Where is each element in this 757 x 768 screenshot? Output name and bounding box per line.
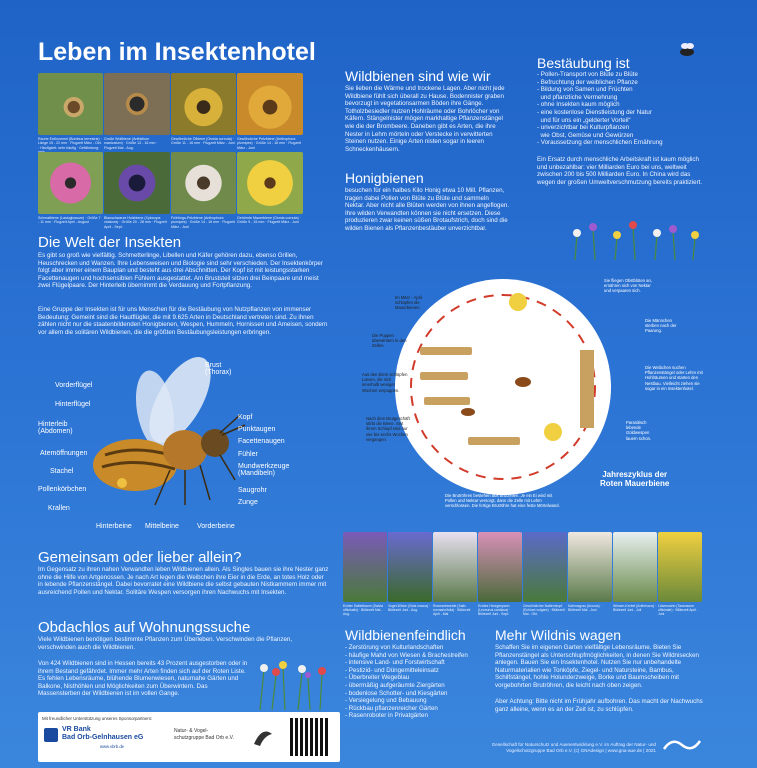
label-brust: Brust (Thorax) [205, 362, 232, 376]
label-hinterleib: Hinterleib (Abdomen) [38, 421, 73, 435]
label-zunge: Zunge [238, 499, 258, 506]
label-facettenaugen: Facettenaugen [238, 438, 285, 445]
flower-caption: Gewöhnlicher Natternkopf (Echium vulgare) · Blütezeit Mai - Okt. [523, 604, 565, 617]
photo-bee-4 [237, 73, 303, 135]
list-item: - Voraussetzung der menschlichen Ernährung [537, 139, 663, 147]
obdachlos-paragraph-1: Viele Wildbienen benötigen bestimmte Pflanzen zum Überleben. Verschwinden die Pflanzen, verschwinden auch die Wildbienen. [38, 636, 293, 651]
gna-logo-icon [662, 735, 702, 757]
section-heading-welt: Die Welt der Insekten [38, 234, 182, 251]
welt-paragraph-2: Eine Gruppe der Insekten ist für uns Menschen für die Bestäubung von Nutzpflanzen von immenser Bedeutung: Gemeint sind die Hautflügler, die mit 9.625 Arten in Deutschland vertreten sind. Zu ihnen zählen nicht nur die staatenbildenden Honigbienen, Wespen, Hummeln, Hornissen und Ameisen, sondern vor allem die solitären Wildbienen, die die größten Bestäubungsleistungen erbringen. [38, 306, 328, 336]
photo-bee-1 [38, 73, 103, 135]
photo-bee-6 [104, 152, 170, 214]
label-saugrohr: Saugrohr [238, 487, 267, 494]
photo-bee-8 [237, 152, 303, 214]
welt-paragraph-1: Es gibt so groß wie vielfältig. Schmetterlinge, Libellen und Käfer gehören dazu, ebenso Grillen, Heuschrecken und Wanzen. Ihre Lebensweisen und Biologie sind sehr verschieden. Der Insektenkörper folgt aber immer einem Bauplan und besteht aus drei Abschnitten. Der Kopf ist mit leistungsstarken Facettenaugen und hochsensiblen Fühlern ausgestattet. Am Bruststeil sitzen drei Beinpaare und meist zwei Flügelpaare. Der Hinterleib übernimmt die Verdauung und Fortpflanzung. [38, 252, 323, 290]
cycle-step-4: Die Weibchen suchen Pflanzenstängel oder Lehm mit Hohlräumen und starten den Nestbau. Vielleicht ziehen sie sogar in ein Insektenhotel. [645, 365, 703, 391]
flower-caption: Wiesen-Kerbel (Anthriscus) · Blütezeit Juni - Juli [613, 604, 657, 613]
section-heading-wildbienen: Wildbienen sind wie wir [345, 68, 491, 84]
label-stachel: Stachel [50, 468, 74, 475]
bestaeubung-text: Ein Ersatz durch menschliche Arbeitskraft ist kaum möglich und unbezahlbar: vier Milliarden Euro bei uns, weltweit zwischen 200 bis 500 Milliarden Euro. In China wird das wegen der großen Umweltverschmutzung bereits praktiziert. [537, 156, 703, 186]
flower-caption: Rosmarinweide (Salix rosmarinifolia) · Blütezeit April - Mai [433, 604, 471, 617]
photo-caption: Gewöhnliche Pelzbiene (Anthophora plumipes) · Größe 14 - 16 mm · Flugzeit März - Juni [237, 137, 301, 150]
section-heading-feindlich: Wildbienenfeindlich [345, 627, 466, 643]
list-item: - Pestizid- und Düngemitteleinsatz [345, 666, 439, 674]
photo-caption: Gehörnte Mauerbiene (Osmia cornuta) · Größe 9 - 15 mm · Flugzeit März - Juni [237, 216, 301, 225]
cycle-step-8: Aus den Eiern schlüpfen Larven, die sich innerhalb weniger Wochen verpuppen. [362, 372, 408, 393]
nabu-name-line2: schutzgruppe Bad Orb e.V. [174, 735, 234, 741]
list-item: - Rückbau pflanzenreicher Gärten [345, 704, 438, 712]
flower-photo-6 [568, 532, 612, 602]
list-item: - Rasenroboter in Privatgärten [345, 712, 428, 720]
sponsor-url: www.vbrb.de [100, 744, 124, 749]
photo-bee-7 [171, 152, 236, 214]
cycle-step-6: Die Brutröhren bestehen aus Brutzellen. Je ein Ei wird mit Pollen und Nektar versorgt, dann die Zelle mit Lehm verschlossen. Die fertige Brutröhre hat eine feste Mörtelwand. [445, 493, 560, 509]
section-heading-gemeinsam: Gemeinsam oder lieber allein? [38, 549, 242, 566]
label-mundwerkzeuge: Mundwerkzeuge (Mandibeln) [238, 463, 290, 477]
qr-code-icon [290, 718, 328, 756]
flying-bee-icon [676, 40, 698, 60]
flower-caption: Kalmusgras (Acorus) · Blütezeit Mai - Juni [568, 604, 602, 613]
flower-caption: Echter Salbeibaum (Salvia officinalis) · Blütezeit Mai - Aug. [343, 604, 383, 617]
wildbienen-text: Sie lieben die Wärme und trockene Lagen. Aber nicht jede Wildbiene fühlt sich überall zu Hause. Bodennister graben bevorzugt in vegetationsarmen Böden ihre Gänge. Totholzbesiedler nutzen Hohlräume oder Bohrlöcher von Käfern. Stängelnister mögen markhaltige Pflanzenstängel wie die der Brombeere. Daneben gibt es Arten, die ihre Nester in Lehm mörteln oder Verstecke in verwitterten Steinen nutzen. Einige Arten nisten sogar in leeren Schneckenhäusern. [345, 85, 505, 153]
label-kopf: Kopf [238, 414, 253, 421]
sponsor-box [38, 712, 340, 762]
feindlich-list [345, 644, 490, 720]
vr-bank-logo [44, 728, 58, 742]
list-item: - Bildung von Samen und Früchten [537, 86, 633, 94]
flower-photo-3 [433, 532, 477, 602]
flower-photo-7 [613, 532, 657, 602]
label-fuehler: Fühler [238, 451, 258, 458]
photo-bee-3 [171, 73, 236, 135]
obdachlos-paragraph-2: Von 424 Wildbienen sind in Hessen bereits 43 Prozent ausgestorben oder in ihrem Bestand gefährdet. Immer mehr Arten finden sich auf der Roten Liste. Es fehlen Lebensräume, blühende Blumenwiesen, naturnahe Gärten und Balkone, Nisthöhlen und Möglichkeiten zum Überwintern. Das Massensterben der Wildbienen ist im vollen Gange. [38, 660, 248, 698]
page-title: Leben im Insektenhotel [38, 38, 316, 66]
honigbienen-text: besuchen für ein halbes Kilo Honig etwa 10 Mill. Pflanzen, tragen dabei Pollen von Blüte zu Blüte und sammeln Nektar. Aber nicht alle Blüten werden von ihnen angeflogen. Ihre wilden Verwandten können sie nicht ersetzen. Diese produzieren zwar keinen süßen Brotaufstrich, doch sind die wilden Bienen als Pflanzenbestäuber unverzichtbar. [345, 187, 510, 232]
wildnis-text: Schaffen Sie im eigenen Garten vielfältige Lebensräume. Bieten Sie Pflanzenstängel als Unterschlupfmöglichkeiten, in denen Sie Wildnisecken anlegen. Bauen Sie ein Insektenhotel. Nutzen Sie nur unbehandelte Naturmaterialien wie Tonköpfe, Ziegel- und Natursteine, Bambus, Schilfstängel, hohle Holunderzweige, Borke und Baumscheiben mit vorgebohrten Brutröhren, die leicht nach oben zeigen. [495, 644, 699, 689]
list-item: und für uns ein „gelderter Vorteil“ [537, 116, 631, 124]
photo-caption: Gewöhnliche Ölbiene (Osmia cornuta) · Größe 11 - 16 mm · Flugzeit März - Juni [171, 137, 235, 146]
list-item: und pflanzliche Vermehrung [537, 93, 618, 101]
label-mittelbeine: Mittelbeine [145, 523, 179, 530]
flower-photo-4 [478, 532, 522, 602]
nabu-name-line1: Natur- & Vogel- [174, 728, 209, 734]
wildnis-note: Aber Achtung: Bitte nicht im Frühjahr aufbohren. Das macht der Nachwuchs ganz alleine, wenn es an der Zeit ist, zu schlüpfen. [495, 698, 703, 713]
flower-photo-8 [658, 532, 702, 602]
section-heading-wildnis: Mehr Wildnis wagen [495, 627, 622, 643]
sponsor-intro: Mit freundlicher Unterstützung unseres Sponsorpartners: [42, 716, 153, 721]
bird-logo-icon [250, 724, 274, 750]
photo-caption: Frühlings-Pelzbiene (Anthophora plumipes) · Größe 14 - 16 mm · Flugzeit März - Juni [171, 216, 235, 229]
list-item: - Pollen-Transport von Blüte zu Blüte [537, 71, 638, 78]
footer-credits: Gesellschaft für Naturschutz und Auenentwicklung e.V. im Auftrag der Natur- und Vogelschutzgruppe Bad Orb e.V. (c) GNAdesign | www.gna-aue.de | 2021 [491, 742, 656, 753]
sponsor-bank-name: VR Bank [62, 726, 91, 733]
photo-caption: Große Wollbiene (Anthidium manicatum) · Größe 13 - 16 mm · Flugzeit Mai - Aug. [104, 137, 158, 150]
list-item: - eine kostenlose Dienstleistung der Natur [537, 108, 652, 116]
section-heading-obdachlos: Obdachlos auf Wohnungssuche [38, 619, 251, 636]
label-hinterfluegel: Hinterflügel [55, 401, 91, 408]
cycle-step-1: Im März - April schlüpfen die Mauerbienen. [395, 295, 422, 311]
list-item: - Versiegelung und Bebauung [345, 697, 427, 705]
label-atemoeffnungen: Atemöffnungen [40, 450, 88, 457]
label-krallen: Krallen [48, 505, 70, 512]
cycle-title: Jahreszyklus der Roten Mauerbiene [600, 470, 670, 488]
label-vorderbeine: Vorderbeine [197, 523, 235, 530]
section-heading-honigbienen: Honigbienen [345, 170, 424, 186]
list-item: - intensive Land- und Forstwirtschaft [345, 659, 445, 667]
list-item: - bodenlose Schotter- und Kiesgärten [345, 689, 448, 697]
bestaeubung-list [537, 71, 707, 147]
cycle-step-3: Die Männchen sterben nach der Paarung. [645, 318, 677, 334]
list-item: - Zerstörung von Kulturlandschaften [345, 644, 444, 651]
label-punktaugen: Punktaugen [238, 426, 276, 433]
list-item: - Überbreiter Wegeblau [345, 674, 410, 682]
wildflowers-illustration [250, 650, 330, 710]
cycle-step-2: Sie fliegen Obstblüten an, ernähren sich von Nektar und verpaaren sich. [604, 278, 652, 294]
cycle-step-5: Parasitisch lebende Goldwespen lauern schon. [626, 420, 652, 441]
flower-caption: Echtes Herzgespann (Leonurus cardiaca) · Blütezeit Juni - Sept. [478, 604, 511, 617]
label-hinterbeine: Hinterbeine [96, 523, 132, 530]
photo-bee-5 [38, 152, 103, 214]
list-item: - ohne Insekten kaum möglich [537, 101, 620, 109]
flower-meadow-illustration [565, 215, 705, 260]
cycle-step-9: Die Puppen überwintern in den Zellen. [372, 333, 407, 349]
photo-caption: Blauschwarze Holzbiene (Xylocopa violacea) · Größe 20 - 28 mm · Flugzeit April - Sept. [104, 216, 167, 229]
label-pollenkoerbchen: Pollenkörbchen [38, 486, 87, 493]
list-item: - unverzichtbar bei Kulturpflanzen [537, 124, 630, 132]
flower-caption: Vogel-Wicke (Vicia cracca) · Blütezeit Juni - Aug. [388, 604, 431, 613]
cycle-step-7: Nach dem Brutgeschäft stirbt die Biene. Seit ihrem Schlupf sind nur vier bis sechs Wochen vergangen. [366, 416, 410, 442]
label-vorderfluegel: Vorderflügel [55, 382, 93, 389]
section-heading-bestaeubung: Bestäubung ist [537, 55, 630, 71]
flower-caption: Löwenzahn (Taraxacum officinale) · Blütezeit April - Juni [658, 604, 699, 617]
photo-caption: Schmalbiene (Lasioglossum) · Größe 7 - 11 mm · Flugzeit April - August [38, 216, 101, 225]
photo-bee-2 [104, 73, 170, 135]
flower-photo-5 [523, 532, 567, 602]
list-item: - Befruchtung der weiblichen Pflanze [537, 78, 638, 86]
gemeinsam-text: Im Gegensatz zu ihren nahen Verwandten leben Wildbienen allein. Als Singles bauen sie ihre Nester ganz ohne die Hilfe von Artgenossen. Je nach Art legen die Weibchen ihre Eier in die Erde, an totes Holz oder in lebende Pflanzenstängel. Dabei bevorratet eine Wildbiene die selbst gebauten Nistkammern immer mit ausreichend Pollen und Nektar. Solitäre Wespen versorgen ihren Nachwuchs mit Insekten. [38, 566, 329, 596]
list-item: wie Obst, Gemüse und Gewürzen [537, 131, 634, 139]
sponsor-bank-location: Bad Orb-Gelnhausen eG [62, 734, 144, 741]
flower-photo-2 [388, 532, 432, 602]
list-item: - häufige Mahd von Wiesen & Brachestreifen [345, 651, 468, 659]
list-item: - übermäßig aufgeräumte Ziergärten [345, 681, 445, 689]
photo-caption: Rauhe Erdhummel (Bombus terrestris) · Länge 15 - 22 mm · Flugzeit März - Okt. · Häufigkeit: sehr häufig · Gefährdung: [38, 137, 102, 150]
flower-photo-1 [343, 532, 387, 602]
